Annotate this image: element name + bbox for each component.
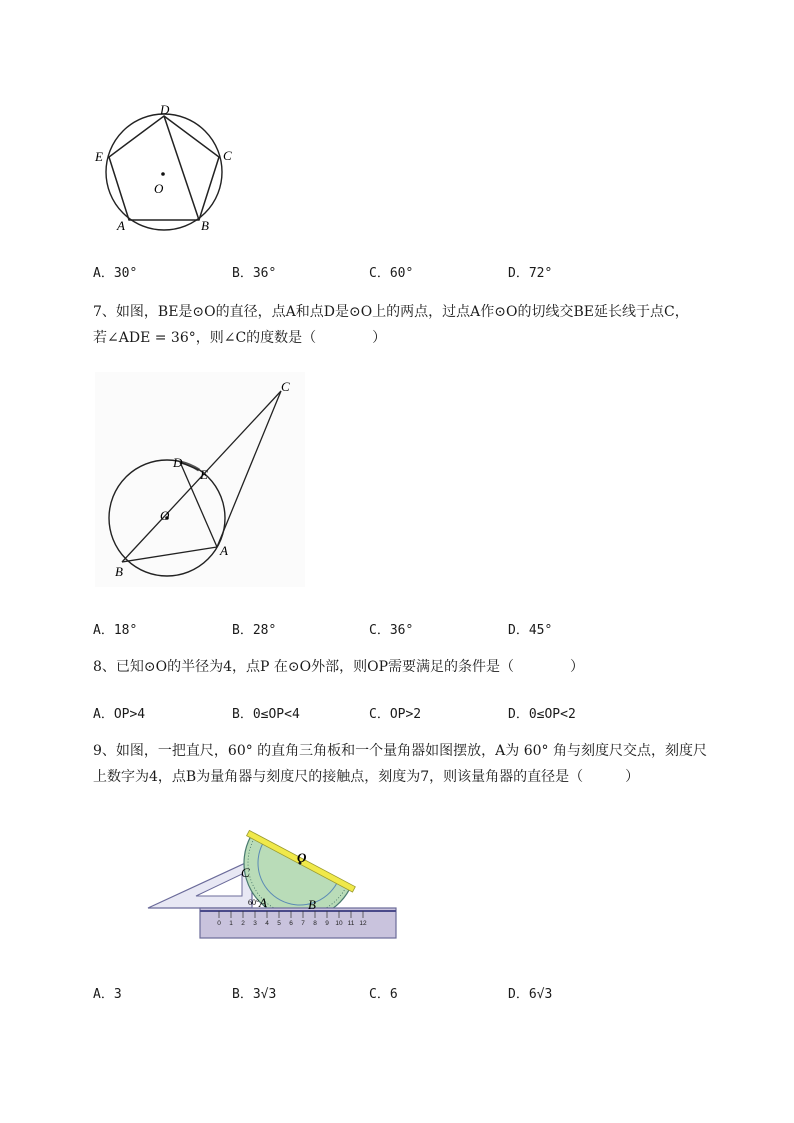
q9-ruler-protractor-figure [140, 808, 405, 943]
option-value: 28° [252, 623, 277, 638]
option-value: 36° [389, 623, 414, 638]
q6-label-A: A [117, 218, 125, 233]
q7-label-B: B [115, 564, 123, 579]
option-value: 0≤OP<2 [528, 707, 576, 722]
option-letter: D． [508, 987, 529, 1002]
option-value: OP>4 [113, 707, 146, 722]
q9-label-C: C [241, 865, 250, 880]
q7-stem-line1: 7、如图，BE是⊙O的直径，点A和点D是⊙O上的两点，过点A作⊙O的切线交BE延长线于点C， [93, 304, 689, 320]
q7-circle-tangent-figure [95, 372, 305, 587]
option-value: 36° [252, 266, 277, 281]
q8-option-d [508, 703, 576, 722]
option-value: 30° [113, 266, 138, 281]
q8-option-b [232, 703, 300, 722]
q6-pentagon-figure [90, 100, 240, 240]
q9-ruler-number: 12 [359, 920, 367, 927]
option-value: OP>2 [389, 707, 422, 722]
q9-label-angle: 60° [248, 898, 260, 907]
option-value: 3√3 [252, 987, 277, 1002]
q9-label-A: A [259, 895, 267, 910]
option-letter: A． [93, 623, 114, 638]
option-value: 72° [528, 266, 553, 281]
q9-option-d [508, 983, 552, 1002]
q7-label-O: O [160, 508, 170, 523]
option-letter: C． [369, 707, 390, 722]
q9-ruler-number: 8 [313, 920, 317, 927]
option-letter: D． [508, 266, 529, 281]
q7-option-d [508, 619, 552, 638]
q9-ruler-number: 10 [335, 920, 343, 927]
q9-ruler-number: 11 [347, 920, 355, 927]
option-letter: B． [232, 266, 253, 281]
q7-option-c [369, 619, 413, 638]
option-letter: B． [232, 987, 253, 1002]
q8-option-c [369, 703, 421, 722]
option-value: 18° [113, 623, 138, 638]
q9-label-B: B [308, 897, 316, 912]
option-value: 60° [389, 266, 414, 281]
q6-diagonal-DB [164, 116, 199, 220]
option-value: 3 [113, 987, 122, 1002]
option-letter: B． [232, 707, 253, 722]
q6-label-B: B [201, 218, 209, 233]
q8-option-a [93, 703, 145, 722]
option-letter: D． [508, 707, 529, 722]
option-letter: D． [508, 623, 529, 638]
q7-label-D: D [173, 455, 183, 470]
q9-option-b [232, 983, 276, 1002]
q7-label-E: E [200, 467, 208, 482]
q6-option-c [369, 262, 413, 281]
q6-option-b [232, 262, 276, 281]
q6-pentagon [109, 116, 219, 220]
q6-center-dot [161, 172, 165, 176]
option-letter: B． [232, 623, 253, 638]
option-letter: A． [93, 266, 114, 281]
q6-option-a [93, 262, 137, 281]
option-letter: C． [369, 266, 390, 281]
q6-circle [106, 114, 222, 230]
q6-label-O: O [154, 181, 164, 196]
q9-stem-line1: 9、如图，一把直尺，60° 的直角三角板和一个量角器如图摆放，A为 60° 角与刻度尺交点，刻度尺 [93, 743, 707, 759]
option-value: 45° [528, 623, 553, 638]
q9-ruler-number: 3 [253, 920, 257, 927]
q9-ruler-number: 7 [301, 920, 305, 927]
q6-label-C: C [223, 148, 232, 163]
q9-ruler-number: 0 [217, 920, 221, 927]
option-letter: A． [93, 707, 114, 722]
q9-stem-line2: 上数字为4，点B为量角器与刻度尺的接触点，刻度为7，则该量角器的直径是（ ） [93, 769, 640, 785]
q6-label-E: E [95, 149, 103, 164]
q7-option-b [232, 619, 276, 638]
q8-stem: 8、已知⊙O的半径为4，点P 在⊙O外部，则OP需要满足的条件是（ ） [93, 659, 584, 675]
q9-ruler-number: 5 [277, 920, 281, 927]
q7-label-C: C [281, 379, 290, 394]
q7-stem-line2: 若∠ADE = 36°，则∠C的度数是（ ） [93, 330, 387, 346]
option-value: 6 [389, 987, 398, 1002]
option-letter: C． [369, 623, 390, 638]
q7-label-A: A [220, 543, 228, 558]
q6-option-d [508, 262, 552, 281]
option-value: 6√3 [528, 987, 553, 1002]
option-letter: C． [369, 987, 390, 1002]
q9-label-O: O [297, 850, 307, 865]
q9-option-a [93, 983, 122, 1002]
q9-ruler-number: 2 [241, 920, 245, 927]
q9-ruler-number: 1 [229, 920, 233, 927]
q7-option-a [93, 619, 137, 638]
option-value: 0≤OP<4 [252, 707, 300, 722]
q9-ruler-number: 6 [289, 920, 293, 927]
option-letter: A． [93, 987, 114, 1002]
q6-label-D: D [160, 102, 170, 117]
q9-ruler-number: 9 [325, 920, 329, 927]
q9-option-c [369, 983, 398, 1002]
q9-ruler-number: 4 [265, 920, 269, 927]
